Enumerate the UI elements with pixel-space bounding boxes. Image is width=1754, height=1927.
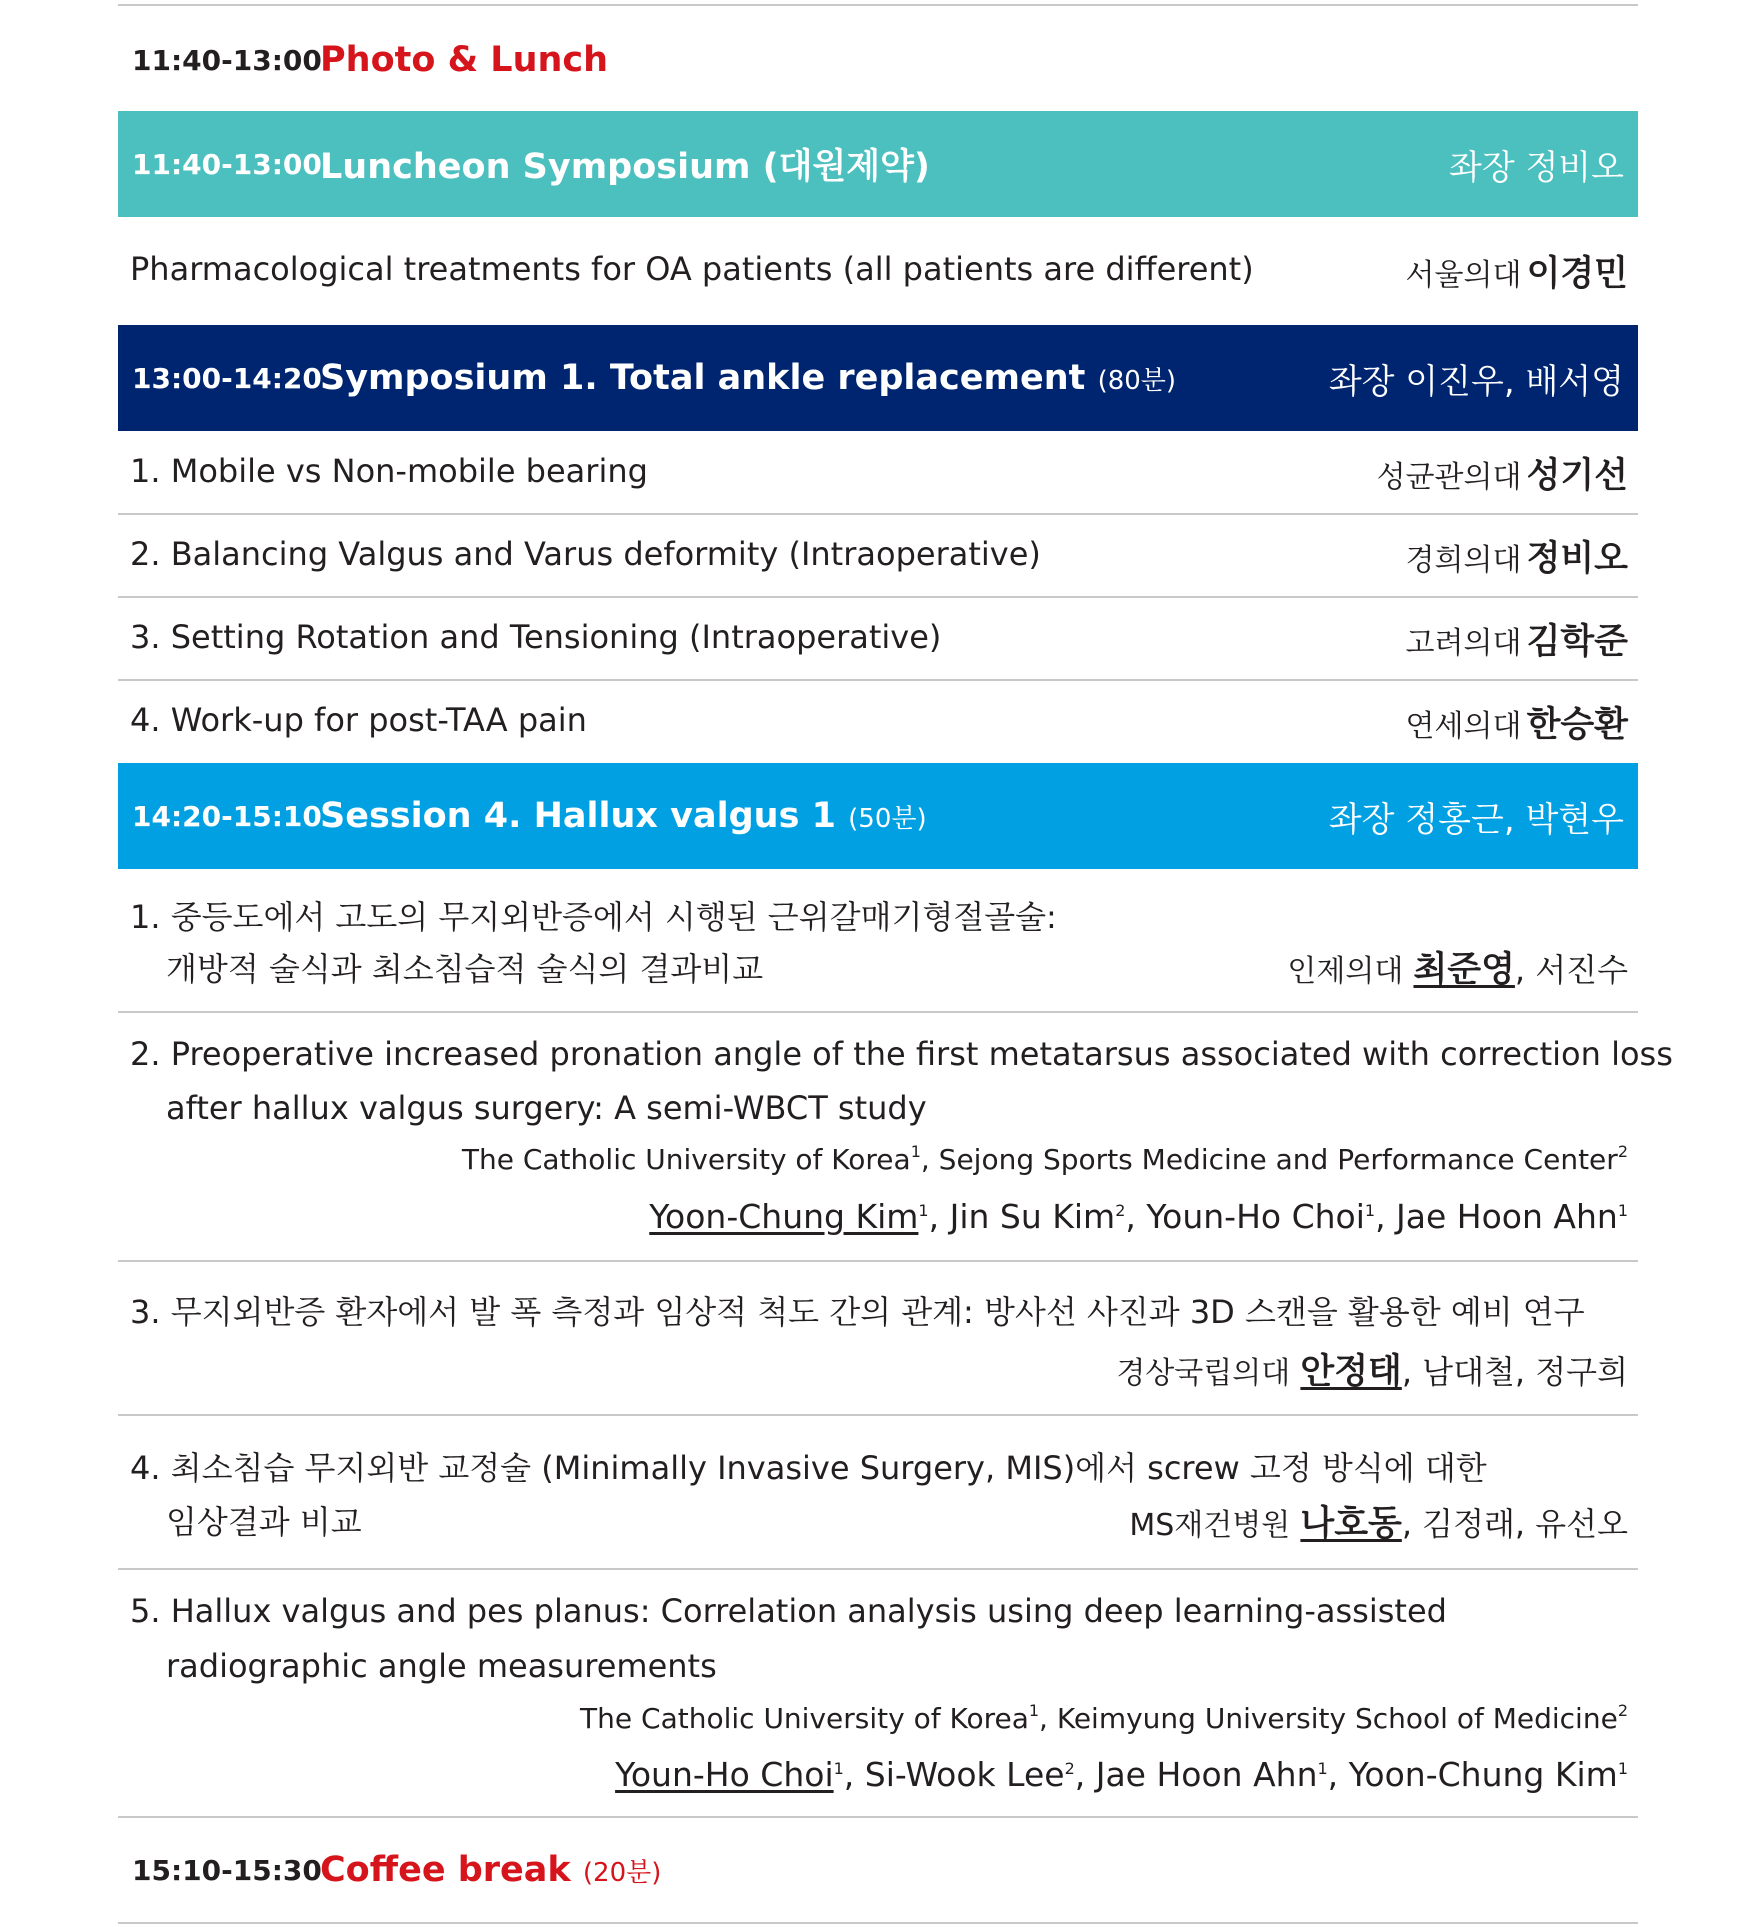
coauthors: , 김정래, 유선오 [1401,1505,1628,1543]
coauthor: , Jae Hoon Ahn [1375,1197,1618,1236]
presenter: 안정태 [1300,1352,1402,1392]
session4-title-text: Session 4. Hallux valgus 1 [320,796,836,836]
affiliation: 경희의대 [1405,543,1522,578]
session4-time: 14:20-15:10 [132,799,322,833]
session4-talk4-line2: 임상결과 비교 [166,1503,362,1541]
coauthors: , 서진수 [1514,951,1628,989]
affiliation: 서울의대 [1405,258,1522,293]
institution: The Catholic University of Korea [580,1702,1029,1735]
institution: , Sejong Sports Medicine and Performance Center [920,1143,1618,1176]
affiliation: 고려의대 [1405,626,1522,661]
session4-talk2-line1: 2. Preoperative increased pronation angle of the first metatarsus associated with correction loss [130,1035,1673,1073]
superscript: 1 [1028,1701,1040,1720]
superscript: 2 [1115,1201,1126,1220]
affiliation: MS재건병원 [1129,1508,1291,1543]
list-item: 3. Setting Rotation and Tensioning (Intraoperative) [130,618,942,656]
divider [118,1260,1638,1262]
speaker: 정비오 [1526,539,1628,579]
superscript: 1 [918,1201,929,1220]
affiliation: 인제의대 [1287,954,1404,989]
session4-duration: (50분) [848,804,927,834]
divider [118,1414,1638,1416]
session4-talk4-authors [1129,1496,1628,1546]
affiliation: 연세의대 [1405,709,1522,744]
session4-talk1-authors [1287,942,1628,992]
session4-talk1-line2: 개방적 술식과 최소침습적 술식의 결과비교 [166,950,764,988]
session4-talk5-line2: radiographic angle measurements [166,1647,717,1685]
presenter: 최준영 [1413,950,1515,990]
session4-talk2-authors [649,1197,1628,1236]
superscript: 1 [833,1759,844,1778]
photo-title: Photo & Lunch [320,40,609,80]
superscript: 1 [1317,1759,1328,1778]
divider [118,4,1638,6]
session4-talk5-authors [615,1755,1628,1794]
divider [118,1922,1638,1924]
luncheon-time: 11:40-13:00 [132,147,322,181]
session4-talk3-authors [1116,1344,1628,1394]
superscript: 2 [1617,1142,1628,1161]
coauthor: , Si-Wook Lee [843,1755,1065,1794]
list-item-speaker [1406,531,1628,581]
divider [118,596,1638,598]
presenter: Youn-Ho Choi [615,1755,834,1794]
speaker: 성기선 [1526,456,1628,496]
coauthor: , Youn-Ho Choi [1125,1197,1365,1236]
divider [118,679,1638,681]
divider [118,1816,1638,1818]
session4-talk4-line1: 4. 최소침습 무지외반 교정술 (Minimally Invasive Surgery, MIS)에서 screw 고정 방식에 대한 [130,1449,1487,1487]
affiliation: 경상국립의대 [1116,1356,1291,1391]
session4-talk5-line1: 5. Hallux valgus and pes planus: Correlation analysis using deep learning-assisted [130,1592,1447,1630]
session4-talk2-institutions [462,1143,1628,1176]
coauthor: , Jin Su Kim [928,1197,1116,1236]
presenter: 나호동 [1300,1504,1402,1544]
superscript: 2 [1064,1759,1075,1778]
coffee-duration: (20분) [582,1858,662,1888]
list-item-speaker [1406,614,1628,664]
session4-talk1-line1: 1. 중등도에서 고도의 무지외반증에서 시행된 근위갈매기형절골술: [130,898,1057,936]
speaker: 한승환 [1526,705,1628,745]
institution: , Keimyung University School of Medicine [1039,1702,1618,1735]
superscript: 1 [1617,1201,1628,1220]
list-item: 2. Balancing Valgus and Varus deformity (Intraoperative) [130,535,1041,573]
symposium1-time: 13:00-14:20 [132,361,322,395]
session4-talk5-institutions [580,1702,1628,1735]
luncheon-talk-title: Pharmacological treatments for OA patients (all patients are different) [130,250,1254,288]
divider [118,1011,1638,1013]
presenter: Yoon-Chung Kim [649,1197,919,1236]
session4-header [118,763,1638,869]
divider [118,1568,1638,1570]
speaker: 김학준 [1526,622,1628,662]
session4-chair: 좌장 정홍근, 박현우 [1328,799,1624,840]
coffee-time: 15:10-15:30 [132,1853,322,1887]
speaker: 이경민 [1526,254,1628,294]
list-item: 1. Mobile vs Non-mobile bearing [130,452,648,490]
symposium1-title [320,358,1176,398]
symposium1-chair: 좌장 이진우, 배서영 [1328,361,1624,402]
superscript: 1 [910,1142,921,1161]
photo-time: 11:40-13:00 [132,43,322,77]
institution: The Catholic University of Korea [461,1143,911,1176]
coauthor: , Yoon-Chung Kim [1327,1755,1618,1794]
luncheon-title: Luncheon Symposium (대원제약) [320,147,930,187]
coffee-title-text: Coffee break [320,1850,571,1890]
luncheon-chair: 좌장 정비오 [1448,147,1624,188]
coffee-title [320,1850,661,1890]
coffee-break-row [118,1842,1638,1898]
affiliation: 성균관의대 [1376,460,1522,495]
photo-lunch-row [118,32,1638,88]
symposium1-header [118,325,1638,431]
superscript: 1 [1364,1201,1376,1220]
session4-talk2-line2: after hallux valgus surgery: A semi-WBCT study [166,1089,927,1127]
coauthors: , 남대철, 정구희 [1401,1353,1628,1391]
session4-title [320,796,927,836]
luncheon-talk-speaker [1406,246,1628,296]
list-item: 4. Work-up for post-TAA pain [130,701,587,739]
divider [118,513,1638,515]
list-item-speaker [1377,448,1628,498]
superscript: 2 [1617,1701,1628,1720]
luncheon-header [118,111,1638,217]
list-item-speaker [1406,697,1628,747]
symposium1-title-text: Symposium 1. Total ankle replacement [320,358,1086,398]
symposium1-duration: (80분) [1097,366,1177,396]
session4-talk3-line1: 3. 무지외반증 환자에서 발 폭 측정과 임상적 척도 간의 관계: 방사선 사진과 3D 스캔을 활용한 예비 연구 [130,1293,1585,1331]
coauthor: , Jae Hoon Ahn [1074,1755,1318,1794]
superscript: 1 [1617,1759,1628,1778]
